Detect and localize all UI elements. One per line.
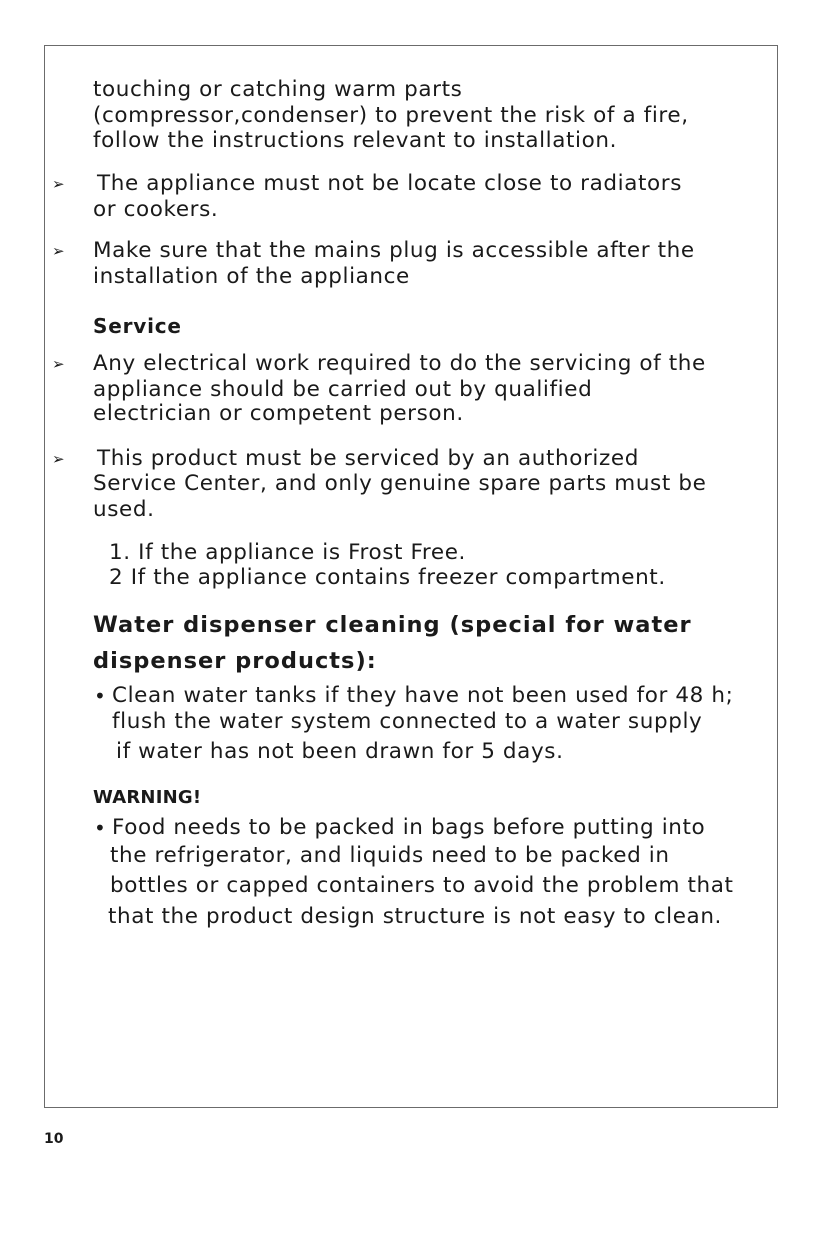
service-item-line: appliance should be carried out by qualified <box>93 377 593 402</box>
intro-line: touching or catching warm parts <box>93 77 463 102</box>
warning-line: that the product design structure is not easy to clean. <box>108 904 722 929</box>
service-item-line: electrician or competent person. <box>93 401 464 426</box>
arrow-item-line: or cookers. <box>93 197 219 222</box>
service-heading: Service <box>93 314 182 338</box>
bullet-dot-icon: • <box>94 684 106 708</box>
service-note: 1. If the appliance is Frost Free. <box>109 540 466 565</box>
arrow-bullet-icon: ➢ <box>52 242 65 260</box>
warning-line: Food needs to be packed in bags before putting into <box>112 815 706 840</box>
page-number: 10 <box>44 1131 64 1147</box>
arrow-bullet-icon: ➢ <box>52 175 65 193</box>
water-dispenser-heading: Water dispenser cleaning (special for water <box>93 612 692 638</box>
service-item-line: Any electrical work required to do the servicing of the <box>93 351 706 376</box>
service-note: 2 If the appliance contains freezer compartment. <box>109 565 666 590</box>
service-item-line: Service Center, and only genuine spare parts must be <box>93 471 707 496</box>
service-item-line: used. <box>93 497 155 522</box>
warning-line: bottles or capped containers to avoid the problem that <box>110 873 734 898</box>
bullet-dot-icon: • <box>94 816 106 840</box>
water-line: flush the water system connected to a water supply <box>112 709 703 734</box>
arrow-bullet-icon: ➢ <box>52 355 65 373</box>
arrow-item-line: The appliance must not be locate close to radiators <box>97 171 682 196</box>
water-line: Clean water tanks if they have not been used for 48 h; <box>112 683 734 708</box>
service-item-line: This product must be serviced by an authorized <box>97 446 639 471</box>
water-line: if water has not been drawn for 5 days. <box>116 739 564 764</box>
arrow-bullet-icon: ➢ <box>52 450 65 468</box>
intro-line: (compressor,condenser) to prevent the risk of a fire, <box>93 103 689 128</box>
arrow-item-line: installation of the appliance <box>93 264 410 289</box>
water-dispenser-heading: dispenser products): <box>93 648 377 674</box>
arrow-item-line: Make sure that the mains plug is accessible after the <box>93 238 695 263</box>
warning-line: the refrigerator, and liquids need to be packed in <box>110 843 670 868</box>
intro-line: follow the instructions relevant to installation. <box>93 128 618 153</box>
warning-heading: WARNING! <box>93 787 202 808</box>
